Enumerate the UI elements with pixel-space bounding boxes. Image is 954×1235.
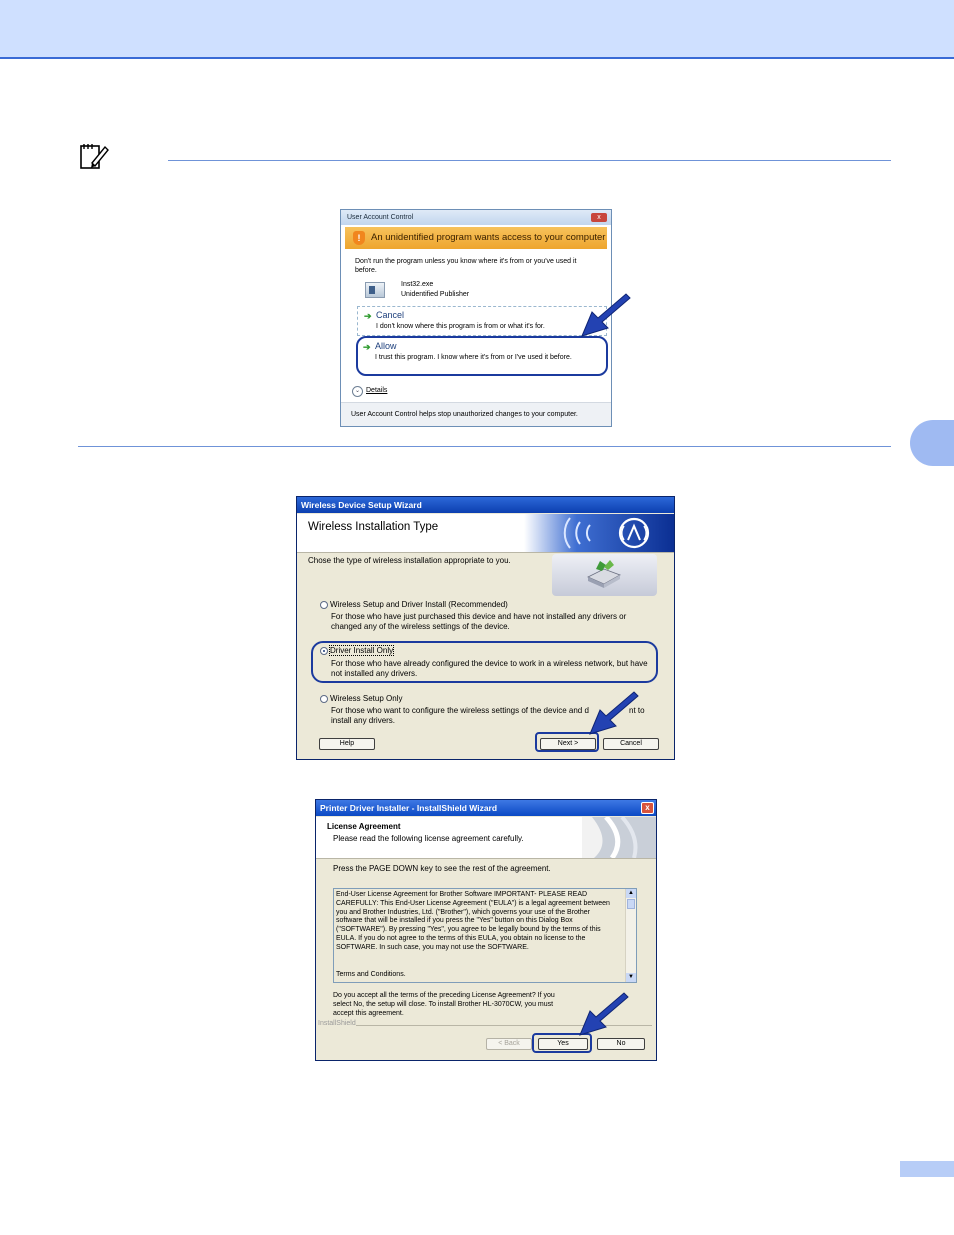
uac-cancel-option[interactable] [357, 306, 607, 336]
uac-cancel-title: Cancel [376, 310, 405, 320]
uac-footer [341, 402, 611, 427]
yes-button[interactable]: Yes [538, 1038, 588, 1050]
pointer-arrow-icon [576, 991, 632, 1047]
program-publisher: Unidentified Publisher [401, 291, 470, 298]
license-line: ("SOFTWARE"). By pressing "Yes", you agree to be legally bound by the terms of this [336, 926, 601, 934]
radio-wireless-setup-only[interactable] [320, 695, 328, 703]
wizard-heading: Wireless Installation Type [308, 521, 439, 533]
question-line: accept this agreement. [333, 1010, 404, 1017]
cancel-button[interactable]: Cancel [603, 738, 659, 750]
license-line: End-User License Agreement for Brother Software IMPORTANT- PLEASE READ [336, 891, 588, 898]
driver-install-highlight [311, 641, 658, 683]
program-icon [365, 282, 385, 298]
uac-title: User Account Control [347, 214, 414, 221]
installer-heading: License Agreement [327, 822, 401, 831]
wizard-intro: Chose the type of wireless installation appropriate to you. [308, 556, 511, 565]
pointer-arrow-icon [578, 292, 634, 348]
license-question [333, 991, 555, 1018]
option-desc: install any drivers. [331, 716, 396, 725]
option-desc: For those who have just purchased this device and have not installed any drivers or [331, 612, 627, 621]
license-textbox[interactable] [333, 888, 637, 983]
printer-illustration [552, 554, 657, 596]
close-icon[interactable]: x [641, 802, 654, 814]
uac-banner-text: An unidentified program wants access to your computer [371, 232, 606, 243]
option-desc: not installed any drivers. [331, 669, 418, 678]
uac-warning-line: Don't run the program unless you know where it's from or you've used it [355, 258, 577, 265]
license-line: you and Brother Industries, Ltd. ("Brother"), which governs your use of the Brother [336, 908, 590, 916]
green-arrow-icon: ➔ [364, 311, 372, 321]
close-icon[interactable]: x [591, 213, 607, 222]
question-line: select No, the setup will close. To install Brother HL-3070CW, you must [333, 1001, 554, 1008]
uac-dialog [340, 209, 612, 427]
warning-shield-icon: ! [353, 231, 365, 245]
option-desc: For those who want to configure the wireless settings of the device and d [331, 706, 589, 715]
help-button[interactable]: Help [319, 738, 375, 750]
scrollbar[interactable] [625, 889, 636, 982]
question-line: Do you accept all the terms of the preceding License Agreement? If you [333, 992, 555, 999]
program-name: Inst32.exe [401, 281, 434, 288]
green-arrow-icon: ➔ [363, 342, 371, 352]
back-button: < Back [486, 1038, 532, 1050]
radio-wireless-setup-and-driver[interactable] [320, 601, 328, 609]
installer-graphic [582, 817, 656, 858]
scroll-down-icon[interactable]: ▼ [626, 973, 636, 982]
next-button[interactable]: Next > [540, 738, 596, 750]
option-wireless-setup-only[interactable]: Wireless Setup Only [330, 694, 403, 703]
uac-title-bar [341, 210, 611, 225]
license-line: software that will be installed if you press the "Yes" button on this Dialog Box [336, 917, 573, 925]
uac-allow-desc: I trust this program. I know where it's from or I've used it before. [375, 354, 572, 361]
option-desc: nt to [629, 706, 645, 715]
note-icon [78, 141, 110, 171]
license-instruction: Press the PAGE DOWN key to see the rest of the agreement. [333, 864, 551, 873]
installer-title: Printer Driver Installer - InstallShield Wizard [320, 803, 498, 813]
note-rule [168, 160, 891, 161]
uac-warning-text [355, 257, 595, 275]
allow-highlight [356, 336, 608, 376]
no-button[interactable]: No [597, 1038, 645, 1050]
installshield-brand: InstallShield [318, 1020, 356, 1027]
license-text [336, 891, 610, 953]
uac-cancel-desc: I don't know where this program is from or what it's for. [376, 323, 545, 330]
installer-header [316, 817, 656, 859]
license-line: SOFTWARE. In such case, you may not use the SOFTWARE. [336, 943, 529, 951]
license-line: CAREFULLY: This End-User License Agreement ("EULA") is a legal agreement between [336, 899, 610, 907]
page-number-tab [900, 1161, 954, 1177]
printer-icon [584, 558, 624, 590]
installer-subheading: Please read the following license agreement carefully. [333, 834, 524, 843]
uac-allow-title: Allow [375, 341, 397, 351]
wireless-logo-icon [524, 514, 674, 552]
chevron-down-icon[interactable]: ⌄ [352, 386, 363, 397]
chapter-tab [910, 420, 954, 466]
header-band [0, 0, 954, 59]
uac-warning-banner [345, 227, 607, 249]
wizard-title-bar [297, 497, 674, 513]
installer-title-bar [316, 800, 656, 816]
section-rule [78, 446, 891, 447]
pointer-arrow-icon [586, 690, 642, 746]
option-driver-install-only[interactable]: Driver Install Only [330, 646, 394, 655]
scroll-thumb[interactable] [627, 899, 635, 909]
uac-warning-line: before. [355, 267, 377, 274]
license-line: EULA. If you do not agree to the terms of this EULA, you obtain no license to the [336, 934, 586, 942]
option-desc: changed any of the wireless settings of the device. [331, 622, 510, 631]
option-wireless-setup-and-driver[interactable]: Wireless Setup and Driver Install (Recommended) [330, 600, 508, 609]
option-desc: For those who have already configured the device to work in a wireless network, but have [331, 659, 648, 668]
wizard-header [297, 514, 674, 553]
scroll-up-icon[interactable]: ▲ [626, 889, 636, 898]
wizard-title: Wireless Device Setup Wizard [301, 500, 422, 510]
license-terms: Terms and Conditions. [336, 971, 406, 978]
uac-footer-text: User Account Control helps stop unauthorized changes to your computer. [351, 411, 578, 418]
details-link[interactable]: Details [366, 387, 388, 394]
